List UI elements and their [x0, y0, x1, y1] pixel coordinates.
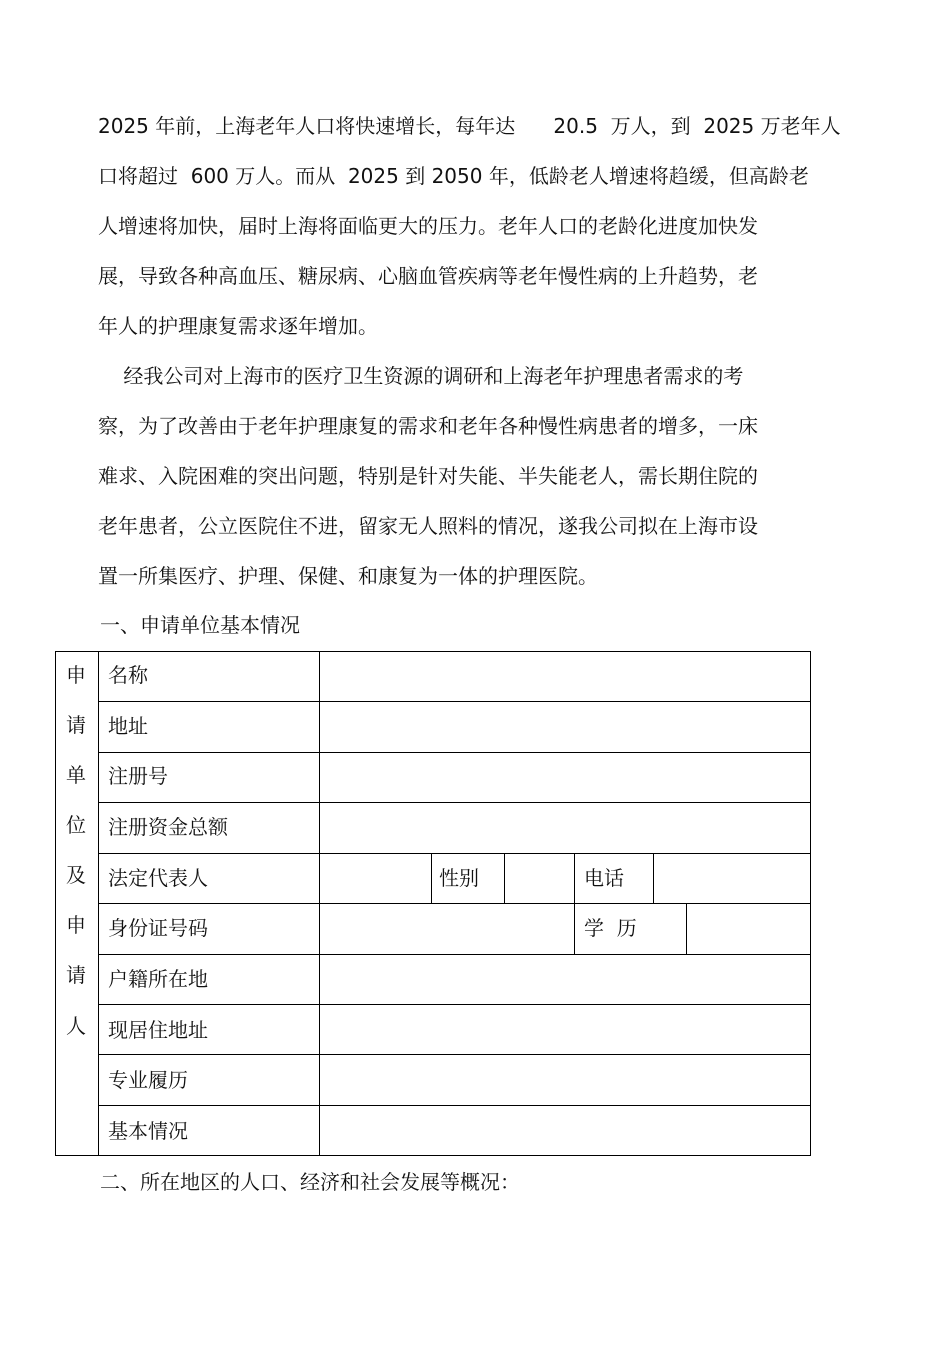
table-border	[55, 651, 811, 652]
text-line: 难求、入院困难的突出问题，特别是针对失能、半失能老人，需长期住院的	[98, 464, 758, 488]
row-divider	[98, 1054, 811, 1055]
label-id-no: 身份证号码	[108, 916, 208, 940]
label-residence: 现居住地址	[108, 1018, 208, 1042]
row-divider	[98, 954, 811, 955]
label-address: 地址	[108, 714, 148, 738]
label-basic-info: 基本情况	[108, 1119, 188, 1143]
label-household: 户籍所在地	[108, 967, 208, 991]
cell-divider	[653, 853, 654, 904]
text-line: 置一所集医疗、护理、保健、和康复为一体的护理医院。	[98, 564, 598, 588]
table-border	[55, 651, 56, 1156]
row-divider	[98, 1105, 811, 1106]
text-line: 口将超过 600 万人。而从 2025 到 2050 年，低龄老人增速将趋缓，但高龄老	[98, 164, 809, 188]
table-border	[55, 1155, 811, 1156]
row-divider	[98, 752, 811, 753]
side-label-char: 申	[66, 663, 86, 687]
label-name: 名称	[108, 663, 148, 687]
side-label-char: 人	[66, 1014, 86, 1038]
row-divider	[98, 1004, 811, 1005]
text-line: 察，为了改善由于老年护理康复的需求和老年各种慢性病患者的增多，一床	[98, 414, 758, 438]
text-line: 人增速将加快，届时上海将面临更大的压力。老年人口的老龄化进度加快发	[98, 214, 758, 238]
label-capital: 注册资金总额	[108, 815, 228, 839]
side-label-char: 单	[66, 763, 86, 787]
row-divider	[98, 802, 811, 803]
side-label-char: 及	[66, 863, 86, 887]
label-phone: 电话	[584, 866, 624, 890]
side-label-char: 请	[66, 963, 86, 987]
row-divider	[98, 853, 811, 854]
label-reg-no: 注册号	[108, 764, 168, 788]
row-divider	[98, 903, 811, 904]
side-label-char: 申	[66, 913, 86, 937]
text-line: 老年患者，公立医院住不进，留家无人照料的情况，遂我公司拟在上海市设	[98, 514, 758, 538]
text-line: 年人的护理康复需求逐年增加。	[98, 314, 378, 338]
cell-divider	[686, 903, 687, 954]
label-education: 学 历	[584, 916, 637, 940]
cell-divider	[574, 853, 575, 954]
text-line: 经我公司对上海市的医疗卫生资源的调研和上海老年护理患者需求的考	[98, 364, 744, 388]
cell-divider	[431, 853, 432, 904]
cell-divider	[504, 853, 505, 904]
side-label-char: 请	[66, 713, 86, 737]
side-label-char: 位	[66, 813, 86, 837]
label-career: 专业履历	[108, 1068, 188, 1092]
label-legal-rep: 法定代表人	[108, 866, 208, 890]
section-2-title: 二、所在地区的人口、经济和社会发展等概况：	[100, 1170, 520, 1194]
text-line: 2025 年前，上海老年人口将快速增长，每年达 20.5 万人，到 2025 万老年人	[98, 114, 841, 138]
section-1-title: 一、申请单位基本情况	[100, 613, 300, 637]
row-divider	[98, 701, 811, 702]
text-line: 展，导致各种高血压、糖尿病、心脑血管疾病等老年慢性病的上升趋势，老	[98, 264, 758, 288]
label-gender: 性别	[439, 866, 479, 890]
